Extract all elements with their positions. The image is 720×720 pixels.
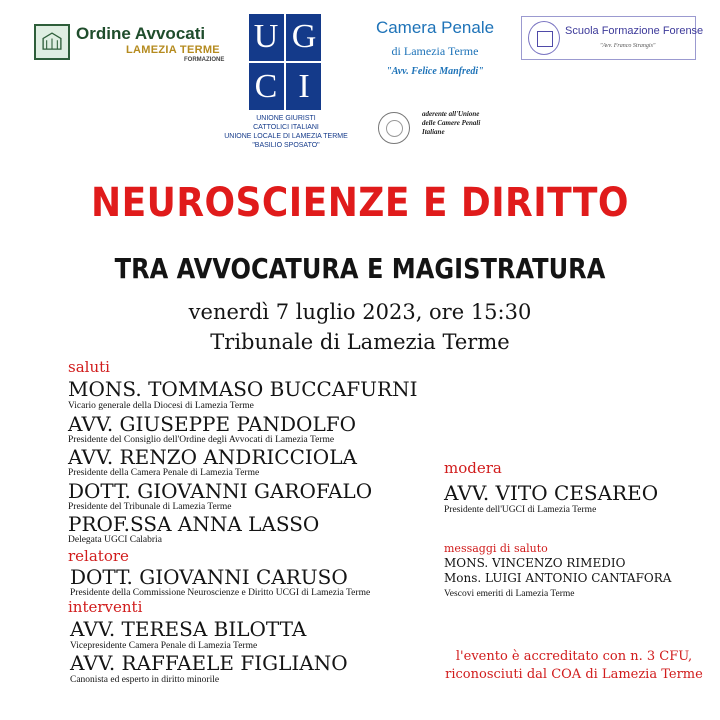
ugci-letter-c: C <box>254 68 278 105</box>
ugci-caption-line: CATTOLICI ITALIANI <box>253 124 319 131</box>
speaker-name: AVV. RAFFAELE FIGLIANO <box>70 651 348 675</box>
messaggi-name: Mons. LUIGI ANTONIO CANTAFORA <box>444 571 672 585</box>
accreditation-line: riconosciuti dal COA di Lamezia Terme <box>445 667 703 682</box>
messaggi-label: messaggi di saluto <box>444 542 548 555</box>
event-title: NEUROSCIENZE E DIRITTO <box>91 180 629 226</box>
speaker-role: Presidente della Camera Penale di Lamezia Terme <box>68 468 260 478</box>
speaker-role: Vicepresidente Camera Penale di Lamezia Terme <box>70 641 258 651</box>
ugci-letter-g: G <box>291 18 317 55</box>
ugci-caption <box>200 114 372 150</box>
ugci-caption-line: UNIONE LOCALE DI LAMEZIA TERME <box>224 133 348 140</box>
speaker-name: DOTT. GIOVANNI GAROFALO <box>68 479 373 503</box>
unione-caption-line: Italiane <box>422 128 445 136</box>
ugci-caption-line: "BASILIO SPOSATO" <box>252 142 320 149</box>
interventi-label: interventi <box>68 598 143 616</box>
unione-caption <box>422 110 480 137</box>
camera-penale-logo <box>362 18 508 77</box>
speaker-role: Presidente del Tribunale di Lamezia Terme <box>68 502 232 512</box>
scuola-formazione-logo <box>521 16 704 60</box>
speaker-name: AVV. RENZO ANDRICCIOLA <box>68 445 357 469</box>
ugci-letter-i: I <box>298 68 310 105</box>
unione-caption-line: delle Camere Penali <box>422 119 481 127</box>
moderator-role: Presidente dell'UGCI di Lamezia Terme <box>444 505 597 515</box>
unione-caption-line: aderente all'Unione <box>422 110 480 118</box>
messaggi-name: MONS. VINCENZO RIMEDIO <box>444 556 626 570</box>
scuola-name: Scuola Formazione Forense <box>565 25 704 37</box>
relatore-label: relatore <box>68 547 129 565</box>
modera-label: modera <box>444 459 502 477</box>
camera-penale-dedication: "Avv. Felice Manfredi" <box>386 66 484 77</box>
messaggi-role: Vescovi emeriti di Lamezia Terme <box>444 589 575 599</box>
speaker-role: Presidente della Commissione Neuroscienze e Diritto UCGI di Lamezia Terme <box>70 588 371 598</box>
ugci-logo <box>249 14 321 110</box>
scuola-dedication: "Avv. Franco Strangis" <box>600 43 656 49</box>
ordine-name: Ordine Avvocati <box>76 24 206 43</box>
accreditation-note <box>424 648 720 684</box>
ordine-formazione: FORMAZIONE <box>184 57 225 63</box>
unione-camere-penali-logo <box>378 110 508 146</box>
ordine-crest-icon <box>34 24 70 60</box>
speaker-name: PROF.SSA ANNA LASSO <box>68 512 320 536</box>
accreditation-line: l'evento è accreditato con n. 3 CFU, <box>455 649 693 664</box>
speaker-role: Canonista ed esperto in diritto minorile <box>70 675 220 685</box>
speaker-name: AVV. TERESA BILOTTA <box>70 617 307 641</box>
speaker-role: Delegata UGCI Calabria <box>68 535 162 545</box>
camera-penale-city: di Lamezia Terme <box>391 44 479 58</box>
camera-penale-name: Camera Penale <box>375 18 495 37</box>
speaker-role: Vicario generale della Diocesi di Lamezia Terme <box>68 401 254 411</box>
moderator-name: AVV. VITO CESAREO <box>444 481 659 505</box>
event-subtitle: TRA AVVOCATURA E MAGISTRATURA <box>114 252 606 285</box>
event-place: Tribunale di Lamezia Terme <box>210 330 510 354</box>
speaker-name: DOTT. GIOVANNI CARUSO <box>70 565 348 589</box>
scuola-emblem-icon <box>528 21 560 55</box>
ordine-avvocati-logo <box>34 24 224 68</box>
speaker-name: MONS. TOMMASO BUCCAFURNI <box>68 377 418 401</box>
speaker-role: Presidente del Consiglio dell'Ordine degli Avvocati di Lamezia Terme <box>68 435 335 445</box>
unione-seal-icon <box>378 112 410 144</box>
ordine-city: LAMEZIA TERME <box>126 44 220 56</box>
saluti-label: saluti <box>68 358 110 376</box>
ugci-cross-horizontal <box>249 61 321 63</box>
ugci-letter-u: U <box>253 18 279 55</box>
speaker-name: AVV. GIUSEPPE PANDOLFO <box>68 412 357 436</box>
event-date: venerdì 7 luglio 2023, ore 15:30 <box>188 300 532 324</box>
ugci-caption-line: UNIONE GIURISTI <box>256 115 316 122</box>
